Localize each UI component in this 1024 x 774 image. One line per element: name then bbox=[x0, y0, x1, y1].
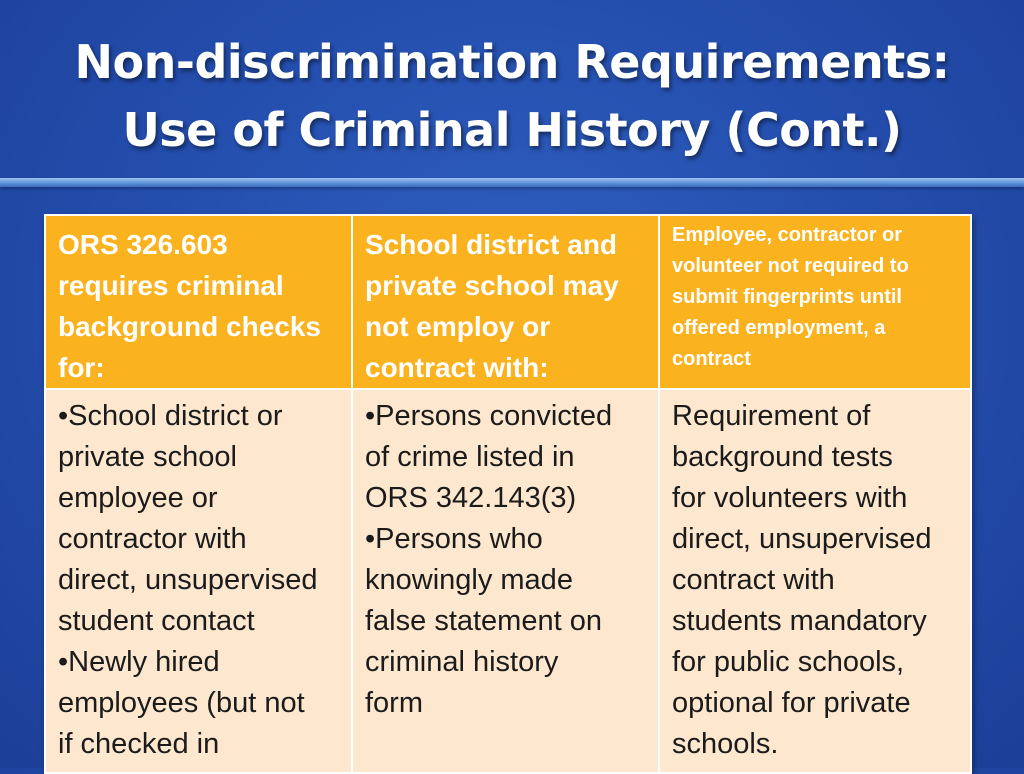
slide-title-line-1: Non-discrimination Requirements: bbox=[74, 35, 950, 89]
header-text-line: volunteer not required to bbox=[672, 255, 909, 277]
body-text-line: false statement on bbox=[365, 605, 602, 637]
body-text-line: employees (but not bbox=[58, 687, 305, 719]
table-body-row bbox=[45, 389, 971, 773]
header-text-line: contract with: bbox=[365, 352, 549, 383]
body-text-line: employee or bbox=[58, 482, 218, 514]
body-text-line: •School district or bbox=[58, 400, 283, 432]
header-cell-ors-326-603 bbox=[45, 215, 352, 389]
body-cell-check-required bbox=[45, 389, 352, 773]
header-text-line: contract bbox=[672, 348, 751, 370]
body-cell-not-employ bbox=[352, 389, 659, 773]
header-text-line: private school may bbox=[365, 270, 619, 301]
body-text-line: for volunteers with bbox=[672, 482, 908, 514]
header-text-line: requires criminal bbox=[58, 270, 284, 301]
body-text-line: direct, unsupervised bbox=[58, 564, 318, 596]
body-text-line: student contact bbox=[58, 605, 255, 637]
header-text-line: School district and bbox=[365, 229, 618, 260]
header-text-line: not employ or bbox=[365, 311, 551, 342]
body-text-line: knowingly made bbox=[365, 564, 573, 596]
header-cell-fingerprints bbox=[659, 215, 971, 389]
body-text-line: private school bbox=[58, 441, 237, 473]
body-text-line: if checked in bbox=[58, 728, 220, 760]
header-cell-may-not-employ bbox=[352, 215, 659, 389]
header-text-line: ORS 326.603 bbox=[58, 229, 228, 260]
title-divider bbox=[0, 178, 1024, 187]
body-text-line: of crime listed in bbox=[365, 441, 575, 473]
body-text-line: •Persons convicted bbox=[365, 400, 613, 432]
slide-title bbox=[0, 28, 1024, 164]
body-text-line: ORS 342.143(3) bbox=[365, 482, 577, 514]
body-text-line: optional for private bbox=[672, 687, 911, 719]
requirements-table bbox=[44, 214, 972, 774]
header-text-line: Employee, contractor or bbox=[672, 224, 903, 246]
body-text-line: students mandatory bbox=[672, 605, 927, 637]
body-text-line: Requirement of bbox=[672, 400, 871, 432]
header-text-line: offered employment, a bbox=[672, 317, 886, 339]
body-text-line: criminal history bbox=[365, 646, 559, 678]
table-header-row bbox=[45, 215, 971, 389]
header-text-line: for: bbox=[58, 352, 105, 383]
body-text-line: •Persons who bbox=[365, 523, 543, 555]
body-text-line: contract with bbox=[672, 564, 835, 596]
body-text-line: direct, unsupervised bbox=[672, 523, 932, 555]
header-text-line: background checks bbox=[58, 311, 321, 342]
body-text-line: contractor with bbox=[58, 523, 247, 555]
body-text-line: background tests bbox=[672, 441, 893, 473]
body-cell-volunteer-requirement bbox=[659, 389, 971, 773]
slide-title-line-2: Use of Criminal History (Cont.) bbox=[122, 103, 902, 157]
body-text-line: form bbox=[365, 687, 423, 719]
header-text-line: submit fingerprints until bbox=[672, 286, 902, 308]
body-text-line: schools. bbox=[672, 728, 779, 760]
body-text-line: for public schools, bbox=[672, 646, 905, 678]
body-text-line: •Newly hired bbox=[58, 646, 220, 678]
